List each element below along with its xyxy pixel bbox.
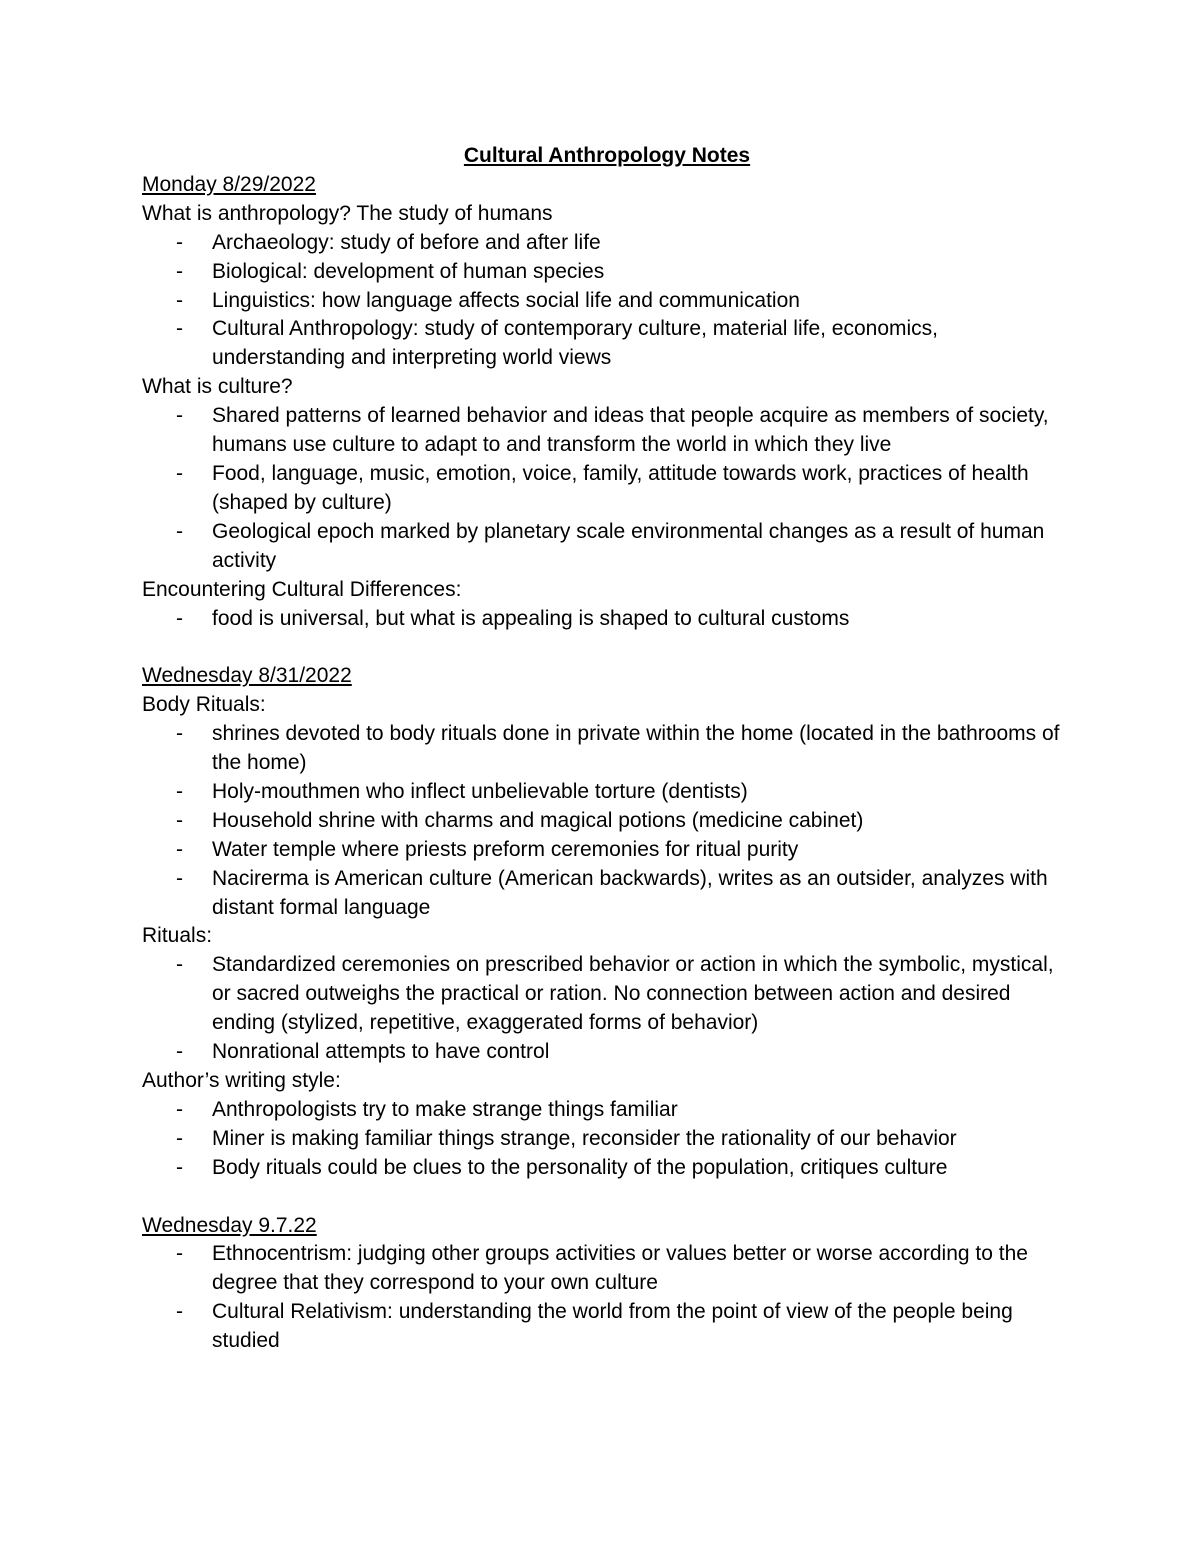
section-date: Monday 8/29/2022 bbox=[142, 172, 316, 196]
list-item bbox=[142, 315, 1072, 373]
list-item bbox=[142, 778, 1072, 807]
dash-bullet-icon: - bbox=[176, 953, 183, 977]
list-item-text: Body rituals could be clues to the personality of the population, critiques culture bbox=[212, 1155, 948, 1179]
list-item bbox=[142, 1038, 1072, 1067]
section-spacer bbox=[142, 633, 1072, 662]
list-item bbox=[142, 518, 1072, 576]
list-item bbox=[142, 229, 1072, 258]
list-item-text: Ethnocentrism: judging other groups activities or values better or worse according to the degree that they correspond to your own culture bbox=[212, 1242, 1028, 1295]
dash-bullet-icon: - bbox=[176, 1242, 183, 1266]
list-item-text: Cultural Relativism: understanding the world from the point of view of the people being studied bbox=[212, 1300, 1013, 1353]
dash-bullet-icon: - bbox=[176, 317, 183, 341]
topic-heading: Encountering Cultural Differences: bbox=[142, 577, 462, 601]
dash-bullet-icon: - bbox=[176, 808, 183, 832]
dash-bullet-icon: - bbox=[176, 1300, 183, 1324]
section-date: Wednesday 8/31/2022 bbox=[142, 664, 352, 688]
list-item bbox=[142, 460, 1072, 518]
list-item bbox=[142, 865, 1072, 923]
list-item-text: shrines devoted to body rituals done in private within the home (located in the bathrooms of the home) bbox=[212, 722, 1060, 775]
dash-bullet-icon: - bbox=[176, 1155, 183, 1179]
list-item-text: Shared patterns of learned behavior and ideas that people acquire as members of society, humans use culture to adapt to and transform the world in which they live bbox=[212, 404, 1049, 457]
list-item-text: Nonrational attempts to have control bbox=[212, 1040, 550, 1064]
bullet-list bbox=[142, 1096, 1072, 1183]
list-item-text: Biological: development of human species bbox=[212, 259, 605, 283]
topic-heading: Body Rituals: bbox=[142, 693, 266, 717]
list-item-text: Linguistics: how language affects social life and communication bbox=[212, 288, 800, 312]
dash-bullet-icon: - bbox=[176, 259, 183, 283]
list-item bbox=[142, 258, 1072, 287]
document-page bbox=[142, 142, 1072, 1356]
dash-bullet-icon: - bbox=[176, 288, 183, 312]
dash-bullet-icon: - bbox=[176, 722, 183, 746]
list-item bbox=[142, 605, 1072, 634]
list-item-text: Miner is making familiar things strange, reconsider the rationality of our behavior bbox=[212, 1126, 957, 1150]
list-item bbox=[142, 720, 1072, 778]
list-item-text: Cultural Anthropology: study of contemporary culture, material life, economics, understanding and interpreting world views bbox=[212, 317, 939, 370]
notes-body bbox=[142, 171, 1072, 1356]
bullet-list bbox=[142, 951, 1072, 1067]
dash-bullet-icon: - bbox=[176, 837, 183, 861]
dash-bullet-icon: - bbox=[176, 461, 183, 485]
list-item-text: Nacirerma is American culture (American backwards), writes as an outsider, analyzes with distant formal language bbox=[212, 866, 1048, 919]
bullet-list bbox=[142, 402, 1072, 575]
topic-heading: Rituals: bbox=[142, 924, 213, 948]
list-item bbox=[142, 402, 1072, 460]
dash-bullet-icon: - bbox=[176, 1040, 183, 1064]
bullet-list bbox=[142, 605, 1072, 634]
list-item-text: Household shrine with charms and magical potions (medicine cabinet) bbox=[212, 808, 864, 832]
topic-heading: What is anthropology? The study of humans bbox=[142, 201, 553, 225]
topic-heading: What is culture? bbox=[142, 375, 293, 399]
section-spacer bbox=[142, 1183, 1072, 1212]
list-item bbox=[142, 1096, 1072, 1125]
list-item-text: Geological epoch marked by planetary scale environmental changes as a result of human activity bbox=[212, 519, 1045, 572]
dash-bullet-icon: - bbox=[176, 866, 183, 890]
list-item bbox=[142, 951, 1072, 1038]
list-item bbox=[142, 1154, 1072, 1183]
list-item bbox=[142, 287, 1072, 316]
list-item bbox=[142, 1298, 1072, 1356]
section-date: Wednesday 9.7.22 bbox=[142, 1213, 317, 1237]
dash-bullet-icon: - bbox=[176, 230, 183, 254]
list-item bbox=[142, 1125, 1072, 1154]
list-item bbox=[142, 1240, 1072, 1298]
bullet-list bbox=[142, 229, 1072, 374]
topic-heading: Author’s writing style: bbox=[142, 1068, 341, 1092]
list-item-text: Standardized ceremonies on prescribed behavior or action in which the symbolic, mystical, or sacred outweighs the practical or ration. No connection between action and desired ending (stylized, repetitive, exaggerated forms of behavior) bbox=[212, 953, 1054, 1035]
list-item bbox=[142, 836, 1072, 865]
list-item-text: food is universal, but what is appealing is shaped to cultural customs bbox=[212, 606, 850, 630]
dash-bullet-icon: - bbox=[176, 1126, 183, 1150]
dash-bullet-icon: - bbox=[176, 606, 183, 630]
list-item-text: Archaeology: study of before and after life bbox=[212, 230, 601, 254]
list-item-text: Holy-mouthmen who inflect unbelievable torture (dentists) bbox=[212, 779, 748, 803]
document-title: Cultural Anthropology Notes bbox=[463, 144, 751, 167]
list-item-text: Food, language, music, emotion, voice, family, attitude towards work, practices of health (shaped by culture) bbox=[212, 461, 1029, 514]
bullet-list bbox=[142, 1240, 1072, 1356]
dash-bullet-icon: - bbox=[176, 519, 183, 543]
list-item-text: Water temple where priests preform ceremonies for ritual purity bbox=[212, 837, 799, 861]
dash-bullet-icon: - bbox=[176, 1097, 183, 1121]
dash-bullet-icon: - bbox=[176, 779, 183, 803]
list-item bbox=[142, 807, 1072, 836]
list-item-text: Anthropologists try to make strange things familiar bbox=[212, 1097, 678, 1121]
dash-bullet-icon: - bbox=[176, 404, 183, 428]
bullet-list bbox=[142, 720, 1072, 922]
